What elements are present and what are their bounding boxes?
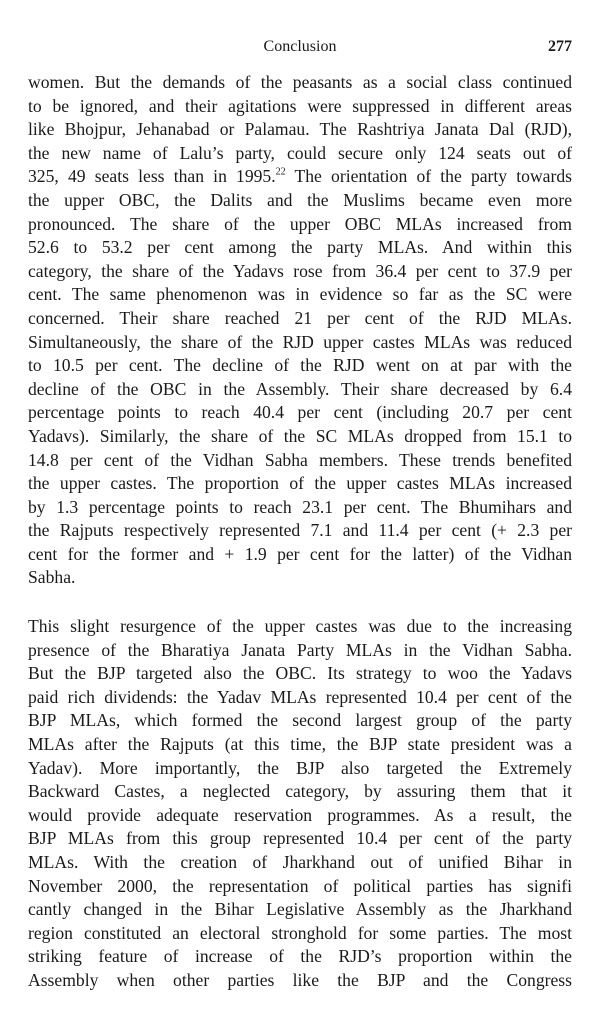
paragraph-2 <box>28 615 572 993</box>
text-line: the upper castes. The proportion of the upper castes MLAs increased <box>28 473 572 494</box>
footnote-reference: 22 <box>275 166 286 178</box>
text-line: cent. The same phenomenon was in evidence so far as the SC were <box>28 284 572 305</box>
text-line: MLAs. With the creation of Jharkhand out of unified Bihar in <box>28 852 572 872</box>
text-line: Yadav). More importantly, the BJP also targeted the Extremely <box>28 757 572 778</box>
text-line: women. But the demands of the peasants as a social class continued <box>28 72 572 92</box>
text-line: cantly changed in the Bihar Legislative Assembly as the Jharkhand <box>28 899 572 920</box>
text-line: Backward Castes, a neglected category, by assuring them that it <box>28 781 572 802</box>
text-line: 14.8 per cent of the Vidhan Sabha members. These trends benefited <box>28 449 572 470</box>
text-line: region constituted an electoral stronghold for some parties. The most <box>28 922 572 943</box>
text-line: BJP MLAs, which formed the second largest group of the party <box>28 710 572 731</box>
text-line: Simultaneously, the share of the RJD upper castes MLAs was reduced <box>28 331 572 352</box>
text-line: concerned. Their share reached 21 per cent of the RJD MLAs. <box>28 307 572 328</box>
text-line: paid rich dividends: the Yadav MLAs represented 10.4 per cent of the <box>28 686 572 707</box>
text-line: category, the share of the Yadavs rose from 36.4 per cent to 37.9 per <box>28 260 572 281</box>
text-line: cent for the former and + 1.9 per cent for the latter) of the Vidhan <box>28 543 572 564</box>
text-line-with-footnote <box>28 165 572 189</box>
text-segment: 325, 49 seats less than in 1995. <box>28 166 276 187</box>
text-line: like Bhojpur, Jehanabad or Palamau. The Rashtriya Janata Dal (RJD), <box>28 119 572 140</box>
text-line: the Rajputs respectively represented 7.1 and 11.4 per cent (+ 2.3 per <box>28 520 572 541</box>
text-line: 52.6 to 53.2 per cent among the party MLAs. And within this <box>28 237 572 258</box>
text-line: would provide adequate reservation programmes. As a result, the <box>28 804 572 825</box>
text-line: to 10.5 per cent. The decline of the RJD went on at par with the <box>28 355 572 376</box>
text-line: presence of the Bharatiya Janata Party MLAs in the Vidhan Sabha. <box>28 639 572 660</box>
text-line: This slight resurgence of the upper castes was due to the increasing <box>28 616 572 637</box>
text-line: MLAs after the Rajputs (at this time, the BJP state president was a <box>28 734 572 755</box>
page-header <box>28 38 572 60</box>
text-line: the upper OBC, the Dalits and the Muslims became even more <box>28 189 572 210</box>
text-line: decline of the OBC in the Assembly. Their share decreased by 6.4 <box>28 378 572 399</box>
paragraph-gap <box>28 590 572 615</box>
text-line: to be ignored, and their agitations were suppressed in different areas <box>28 95 572 116</box>
text-line: pronounced. The share of the upper OBC MLAs increased from <box>28 213 572 234</box>
text-line: by 1.3 percentage points to reach 23.1 per cent. The Bhumihars and <box>28 496 572 517</box>
text-line: Yadavs). Similarly, the share of the SC MLAs dropped from 15.1 to <box>28 425 572 446</box>
text-line: striking feature of increase of the RJD’s proportion within the <box>28 946 572 967</box>
text-line: percentage points to reach 40.4 per cent (including 20.7 per cent <box>28 402 572 423</box>
text-line: Assembly when other parties like the BJP and the Congress <box>28 969 572 990</box>
body-text <box>28 71 572 993</box>
text-line: November 2000, the representation of political parties has signifi <box>28 875 572 896</box>
text-line: But the BJP targeted also the OBC. Its strategy to woo the Yadavs <box>28 663 572 684</box>
page-number: 277 <box>548 38 572 55</box>
text-line: Sabha. <box>28 567 76 588</box>
text-line: the new name of Lalu’s party, could secure only 124 seats out of <box>28 142 572 163</box>
text-segment: The orientation of the party towards <box>285 166 572 187</box>
text-line: BJP MLAs from this group represented 10.4 per cent of the party <box>28 828 572 849</box>
running-title: Conclusion <box>263 38 337 55</box>
paragraph-1 <box>28 71 572 590</box>
